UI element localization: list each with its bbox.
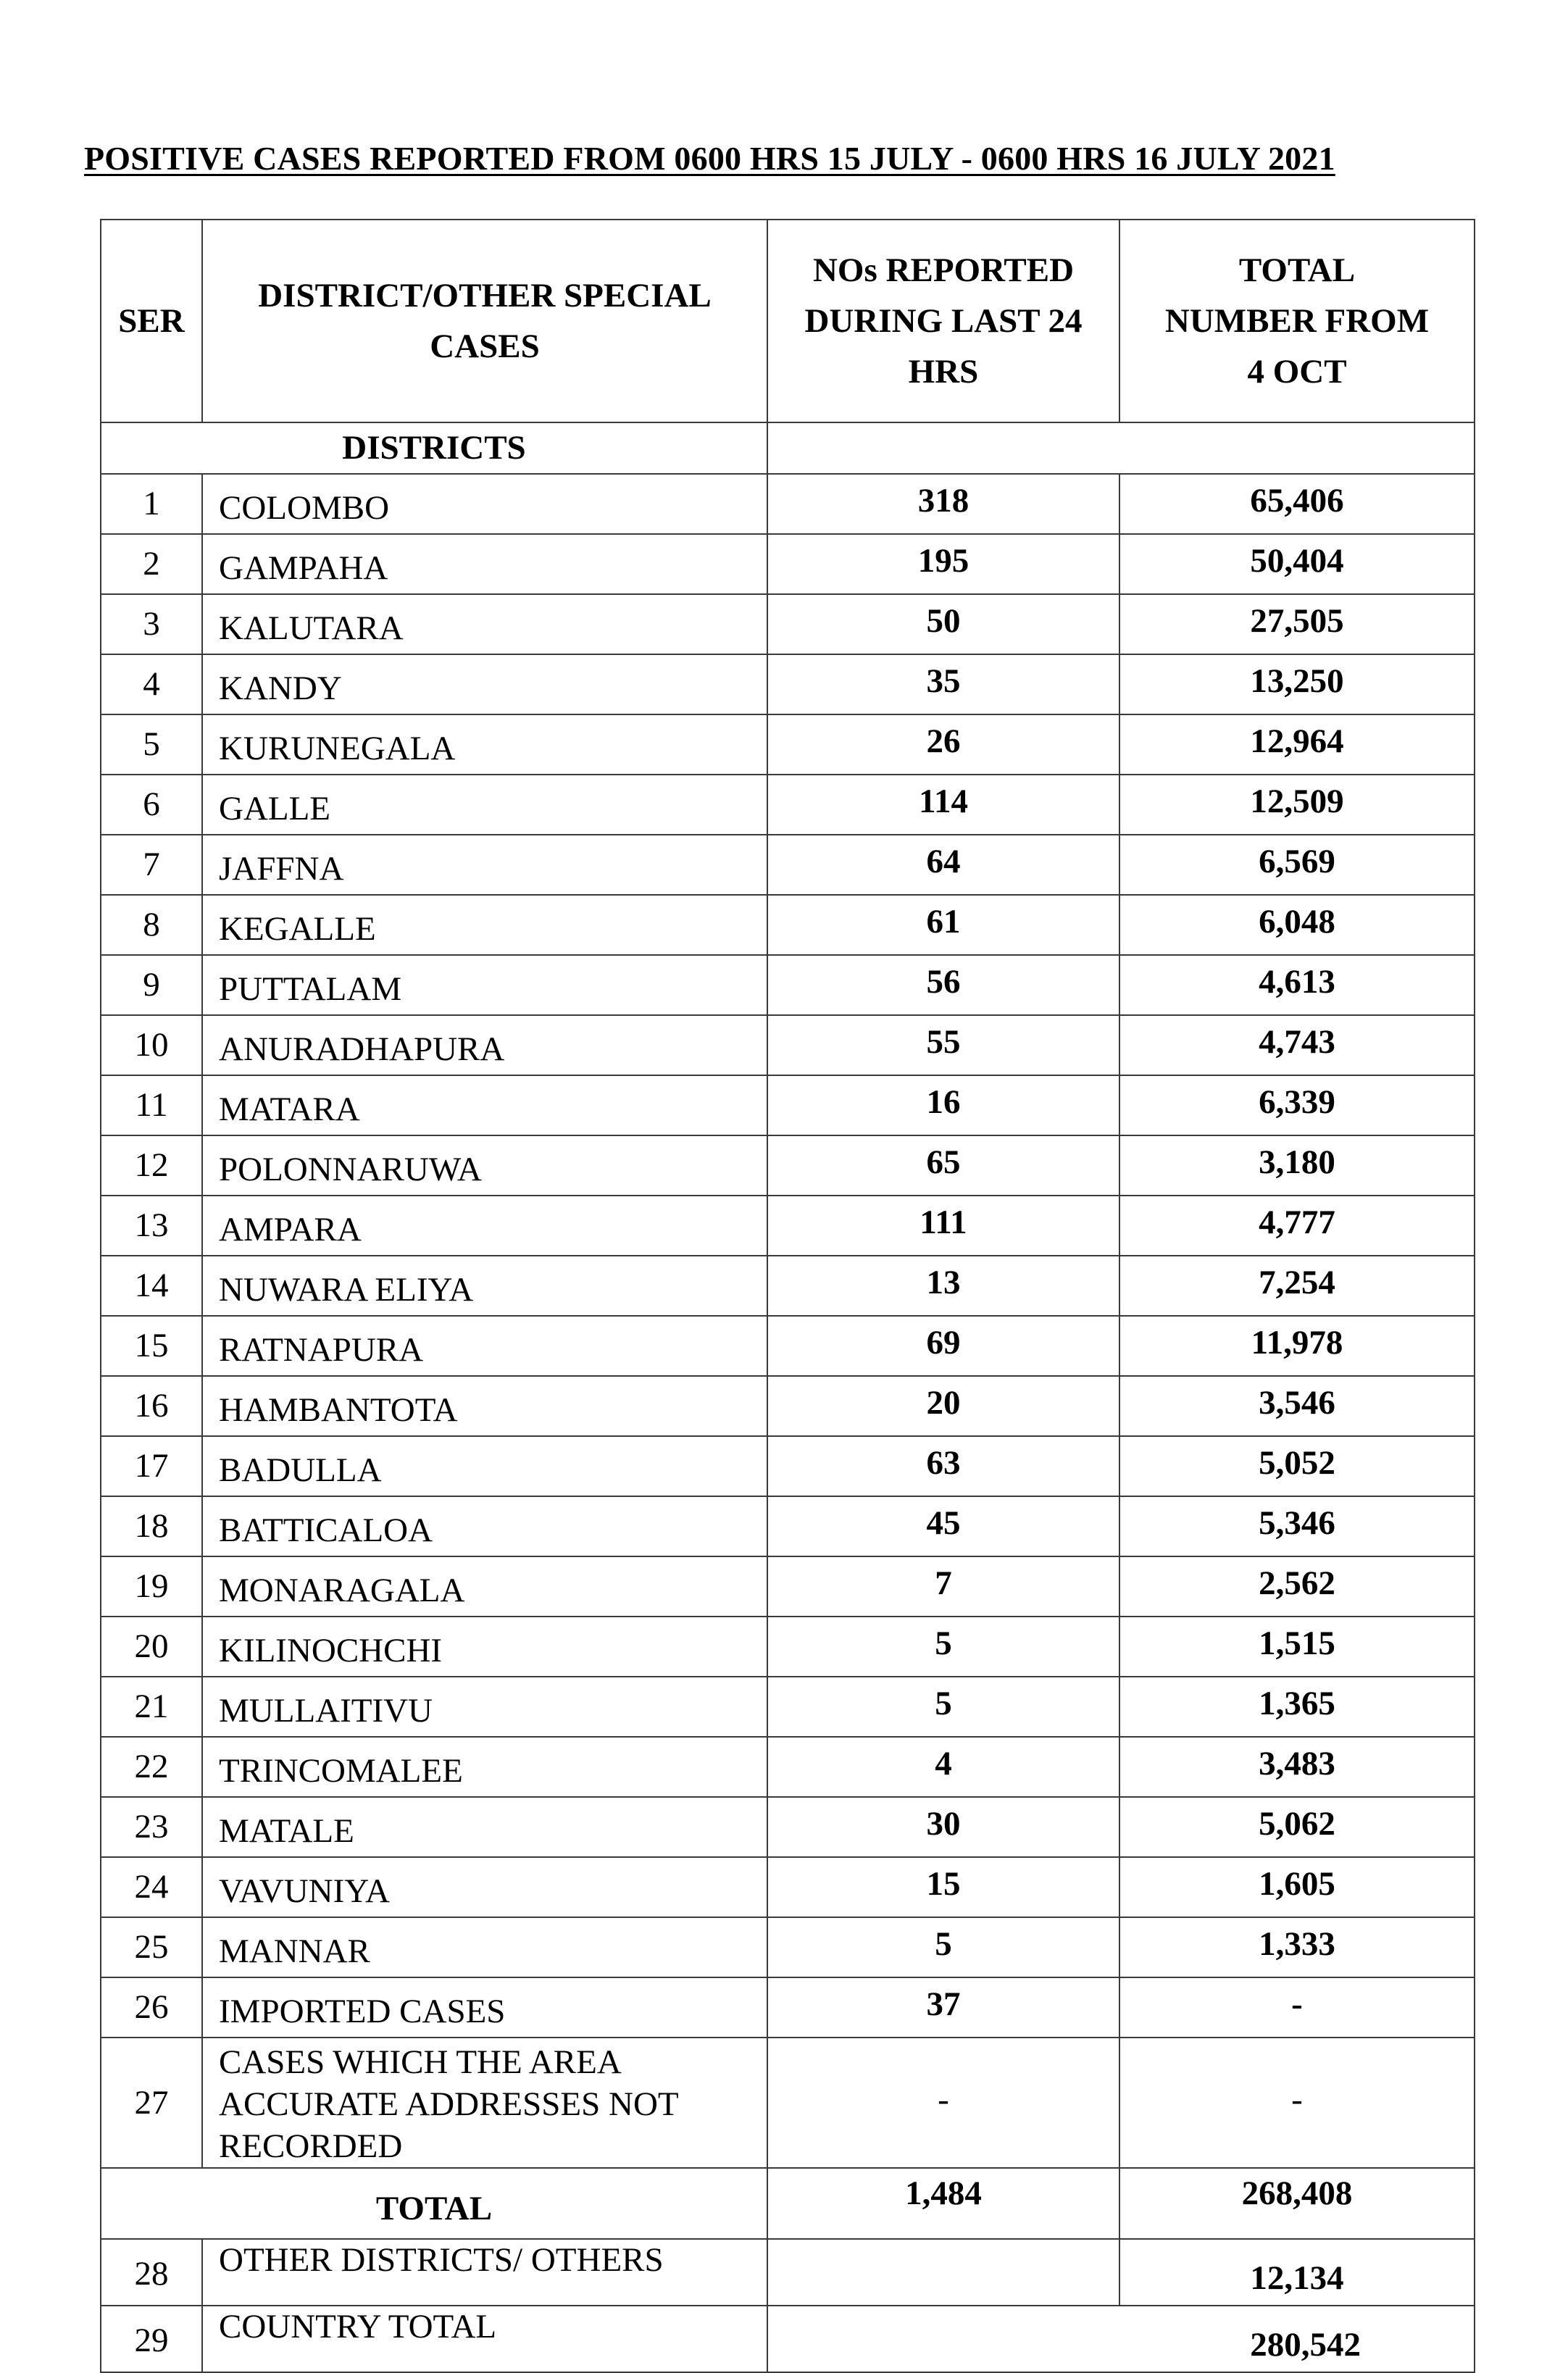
- district-name-cell: RATNAPURA: [202, 1316, 767, 1376]
- districts-section-label: DISTRICTS: [101, 422, 767, 474]
- table-row: [101, 1556, 1475, 1617]
- total-from-4-oct-cell: 12,509: [1119, 775, 1475, 835]
- table-row: [101, 835, 1475, 895]
- ser-cell: 16: [101, 1376, 202, 1436]
- ser-cell: 19: [101, 1556, 202, 1617]
- table-row: [101, 594, 1475, 654]
- district-name-cell: POLONNARUWA: [202, 1135, 767, 1196]
- table-row: [101, 775, 1475, 835]
- cases-table: [100, 219, 1475, 2373]
- header-reported-last-24: [767, 220, 1119, 422]
- last-24-hrs-cell: -: [767, 2038, 1119, 2168]
- ser-cell: 7: [101, 835, 202, 895]
- country-total-row: [101, 2306, 1475, 2372]
- total-from-4-oct-cell: 6,339: [1119, 1075, 1475, 1135]
- last-24-hrs-cell: 5: [767, 1617, 1119, 1677]
- table-row: [101, 1797, 1475, 1857]
- last-24-hrs-cell: 4: [767, 1737, 1119, 1797]
- header-total-number-text: TOTAL NUMBER FROM 4 OCT: [1164, 251, 1430, 391]
- ser-cell: 11: [101, 1075, 202, 1135]
- total-from-4-oct-cell: 50,404: [1119, 534, 1475, 594]
- special-case-name-line: CASES WHICH THE AREA: [219, 2043, 622, 2081]
- last-24-hrs-cell: 64: [767, 835, 1119, 895]
- total-from-4-oct-cell: 4,613: [1119, 955, 1475, 1015]
- district-name-cell: TRINCOMALEE: [202, 1737, 767, 1797]
- total-from-4-oct-cell: 2,562: [1119, 1556, 1475, 1617]
- total-from-4-oct-cell: 1,515: [1119, 1617, 1475, 1677]
- total-from-4-oct-cell: 5,346: [1119, 1496, 1475, 1556]
- last-24-hrs-cell: 13: [767, 1256, 1119, 1316]
- country-total-value: 280,542: [767, 2306, 1475, 2372]
- table-row: [101, 1977, 1475, 2038]
- table-row: [101, 1196, 1475, 1256]
- total-from-4-oct-cell: 12,964: [1119, 714, 1475, 775]
- total-from-4-oct-cell: 3,180: [1119, 1135, 1475, 1196]
- total-from-4-oct-cell: 5,052: [1119, 1436, 1475, 1496]
- last-24-hrs-cell: 56: [767, 955, 1119, 1015]
- total-from-4-oct-cell: 11,978: [1119, 1316, 1475, 1376]
- ser-cell: 6: [101, 775, 202, 835]
- total-from-4-oct-cell: 4,777: [1119, 1196, 1475, 1256]
- ser-cell: 28: [101, 2239, 202, 2306]
- total-from-4-oct-cell: 65,406: [1119, 474, 1475, 534]
- table-row: [101, 2038, 1475, 2168]
- district-name-cell: BATTICALOA: [202, 1496, 767, 1556]
- district-name-cell: PUTTALAM: [202, 955, 767, 1015]
- ser-cell: 27: [101, 2038, 202, 2168]
- total-from-4-oct-cell: 6,048: [1119, 895, 1475, 955]
- ser-cell: 21: [101, 1677, 202, 1737]
- ser-cell: 25: [101, 1917, 202, 1977]
- total-label: TOTAL: [101, 2168, 767, 2239]
- last-24-hrs-cell: 16: [767, 1075, 1119, 1135]
- header-ser: SER: [101, 220, 202, 422]
- district-name-cell: JAFFNA: [202, 835, 767, 895]
- special-case-name-cell: [202, 2038, 767, 2168]
- total-from-4-oct-cell: 7,254: [1119, 1256, 1475, 1316]
- ser-cell: 4: [101, 654, 202, 714]
- last-24-hrs-cell: 5: [767, 1917, 1119, 1977]
- last-24-hrs-cell: 20: [767, 1376, 1119, 1436]
- ser-cell: 24: [101, 1857, 202, 1917]
- last-24-hrs-cell: 61: [767, 895, 1119, 955]
- last-24-hrs-cell: 55: [767, 1015, 1119, 1075]
- other-districts-total: 12,134: [1119, 2239, 1475, 2306]
- total-from-4-oct-cell: 5,062: [1119, 1797, 1475, 1857]
- last-24-hrs-cell: 63: [767, 1436, 1119, 1496]
- ser-cell: 12: [101, 1135, 202, 1196]
- district-name-cell: VAVUNIYA: [202, 1857, 767, 1917]
- table-row: [101, 1135, 1475, 1196]
- last-24-hrs-cell: 195: [767, 534, 1119, 594]
- total-from-4-oct-cell: 13,250: [1119, 654, 1475, 714]
- ser-cell: 23: [101, 1797, 202, 1857]
- districts-section-empty: [767, 422, 1475, 474]
- total-from-4-oct-cell: 27,505: [1119, 594, 1475, 654]
- last-24-hrs-cell: 111: [767, 1196, 1119, 1256]
- last-24-hrs-cell: 69: [767, 1316, 1119, 1376]
- table-row: [101, 1015, 1475, 1075]
- ser-cell: 5: [101, 714, 202, 775]
- last-24-hrs-cell: 26: [767, 714, 1119, 775]
- table-row: [101, 895, 1475, 955]
- table-row: [101, 1496, 1475, 1556]
- special-case-name-line: RECORDED: [219, 2127, 403, 2165]
- ser-cell: 14: [101, 1256, 202, 1316]
- district-name-cell: BADULLA: [202, 1436, 767, 1496]
- district-name-cell: KANDY: [202, 654, 767, 714]
- districts-section-row: [101, 422, 1475, 474]
- total-from-4-oct-cell: 1,605: [1119, 1857, 1475, 1917]
- district-name-cell: MONARAGALA: [202, 1556, 767, 1617]
- total-from-4-oct-cell: -: [1119, 2038, 1475, 2168]
- table-row: [101, 1917, 1475, 1977]
- ser-cell: 26: [101, 1977, 202, 2038]
- table-row: [101, 1075, 1475, 1135]
- last-24-hrs-cell: 15: [767, 1857, 1119, 1917]
- district-name-cell: KURUNEGALA: [202, 714, 767, 775]
- total-from-4-oct-cell: -: [1119, 1977, 1475, 2038]
- last-24-hrs-cell: 5: [767, 1677, 1119, 1737]
- total-from-4-oct-cell: 3,546: [1119, 1376, 1475, 1436]
- table-row: [101, 1376, 1475, 1436]
- last-24-hrs-cell: 37: [767, 1977, 1119, 2038]
- total-row: [101, 2168, 1475, 2239]
- table-row: [101, 1857, 1475, 1917]
- district-name-cell: KEGALLE: [202, 895, 767, 955]
- special-case-name-line: ACCURATE ADDRESSES NOT: [219, 2085, 679, 2123]
- ser-cell: 1: [101, 474, 202, 534]
- ser-cell: 9: [101, 955, 202, 1015]
- ser-cell: 10: [101, 1015, 202, 1075]
- ser-cell: 2: [101, 534, 202, 594]
- district-name-cell: GALLE: [202, 775, 767, 835]
- district-name-cell: KALUTARA: [202, 594, 767, 654]
- header-row: [101, 220, 1475, 422]
- district-name-cell: NUWARA ELIYA: [202, 1256, 767, 1316]
- ser-cell: 29: [101, 2306, 202, 2372]
- header-district-text: DISTRICT/OTHER SPECIAL CASES: [258, 277, 712, 365]
- other-districts-row: [101, 2239, 1475, 2306]
- ser-cell: 20: [101, 1617, 202, 1677]
- table-row: [101, 1436, 1475, 1496]
- last-24-hrs-cell: 30: [767, 1797, 1119, 1857]
- last-24-hrs-cell: 50: [767, 594, 1119, 654]
- table-row: [101, 534, 1475, 594]
- last-24-hrs-cell: 318: [767, 474, 1119, 534]
- page-title: POSITIVE CASES REPORTED FROM 0600 HRS 15 JULY - 0600 HRS 16 JULY 2021: [84, 140, 1335, 177]
- table-row: [101, 955, 1475, 1015]
- district-name-cell: MATARA: [202, 1075, 767, 1135]
- table-row: [101, 654, 1475, 714]
- table-row: [101, 714, 1475, 775]
- last-24-hrs-cell: 114: [767, 775, 1119, 835]
- total-from-4-oct-cell: 1,365: [1119, 1677, 1475, 1737]
- last-24-hrs-cell: 35: [767, 654, 1119, 714]
- ser-cell: 8: [101, 895, 202, 955]
- other-districts-empty-cell: [767, 2239, 1119, 2306]
- table-row: [101, 1256, 1475, 1316]
- ser-cell: 18: [101, 1496, 202, 1556]
- ser-cell: 3: [101, 594, 202, 654]
- total-from-4-oct: 268,408: [1119, 2168, 1475, 2239]
- header-district: [202, 220, 767, 422]
- table-row: [101, 1677, 1475, 1737]
- district-name-cell: KILINOCHCHI: [202, 1617, 767, 1677]
- district-name-cell: MANNAR: [202, 1917, 767, 1977]
- table-row: [101, 1316, 1475, 1376]
- district-name-cell: COLOMBO: [202, 474, 767, 534]
- ser-cell: 13: [101, 1196, 202, 1256]
- ser-cell: 17: [101, 1436, 202, 1496]
- district-name-cell: HAMBANTOTA: [202, 1376, 767, 1436]
- total-from-4-oct-cell: 1,333: [1119, 1917, 1475, 1977]
- last-24-hrs-cell: 45: [767, 1496, 1119, 1556]
- district-name-cell: GAMPAHA: [202, 534, 767, 594]
- other-districts-name: OTHER DISTRICTS/ OTHERS: [202, 2239, 767, 2306]
- last-24-hrs-cell: 7: [767, 1556, 1119, 1617]
- district-name-cell: ANURADHAPURA: [202, 1015, 767, 1075]
- country-total-name: COUNTRY TOTAL: [202, 2306, 767, 2372]
- district-name-cell: MULLAITIVU: [202, 1677, 767, 1737]
- header-total-number: [1119, 220, 1475, 422]
- district-name-cell: MATALE: [202, 1797, 767, 1857]
- table-row: [101, 1617, 1475, 1677]
- header-reported-last-24-text: NOs REPORTED DURING LAST 24 HRS: [804, 251, 1083, 391]
- total-from-4-oct-cell: 6,569: [1119, 835, 1475, 895]
- ser-cell: 15: [101, 1316, 202, 1376]
- table-row: [101, 1737, 1475, 1797]
- district-name-cell: AMPARA: [202, 1196, 767, 1256]
- total-last-24-hrs: 1,484: [767, 2168, 1119, 2239]
- table-row: [101, 474, 1475, 534]
- ser-cell: 22: [101, 1737, 202, 1797]
- district-name-cell: IMPORTED CASES: [202, 1977, 767, 2038]
- last-24-hrs-cell: 65: [767, 1135, 1119, 1196]
- total-from-4-oct-cell: 4,743: [1119, 1015, 1475, 1075]
- total-from-4-oct-cell: 3,483: [1119, 1737, 1475, 1797]
